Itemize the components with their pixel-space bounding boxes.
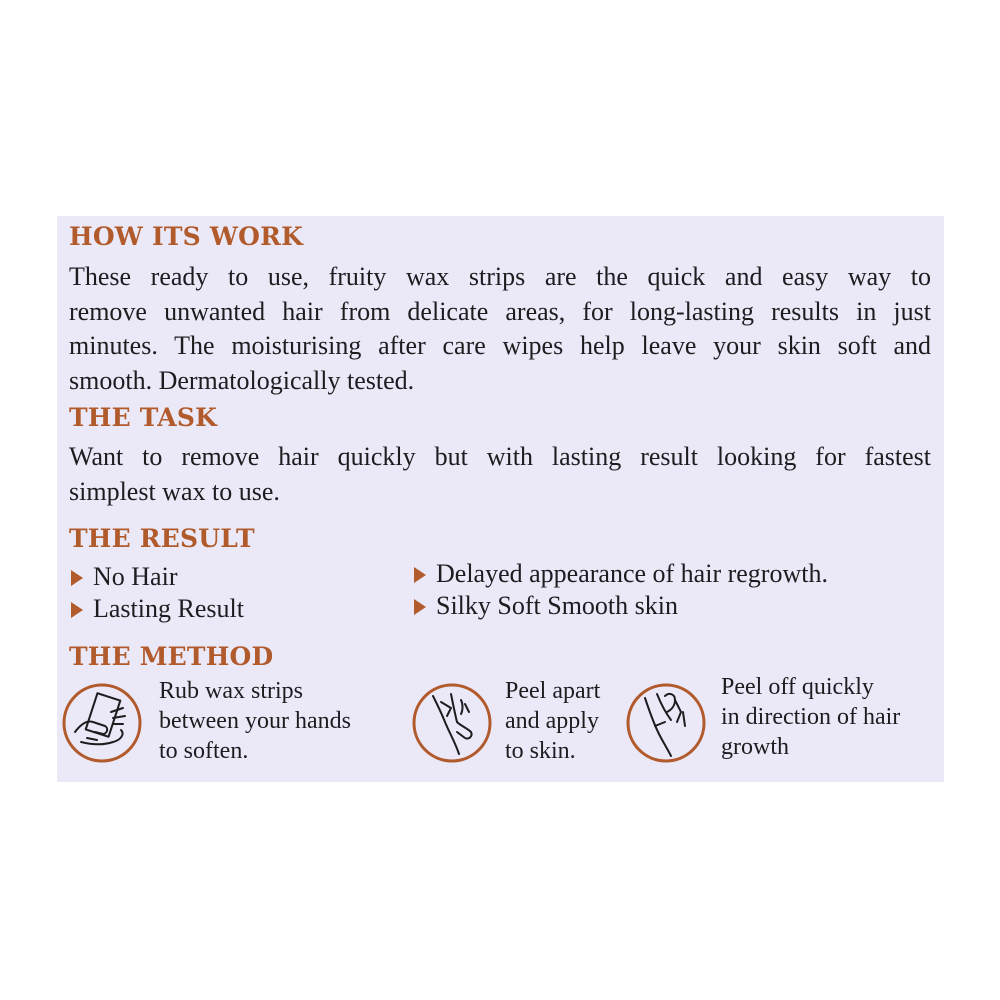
how-it-works-text <box>69 260 931 398</box>
result-item-label: Silky Soft Smooth skin <box>436 591 678 620</box>
method-step-line: Peel apart <box>505 678 601 704</box>
result-item-label: Lasting Result <box>93 594 244 623</box>
triangle-bullet-icon <box>71 602 83 618</box>
result-list-right <box>412 558 828 622</box>
method-heading: THE METHOD <box>69 642 274 671</box>
method-step-text <box>159 676 351 766</box>
peel-strip-icon <box>625 682 707 764</box>
task-line: simplest wax to use. <box>69 476 280 506</box>
method-step-line: and apply <box>505 708 599 734</box>
result-heading: THE RESULT <box>69 524 255 553</box>
task-text <box>69 440 931 509</box>
method-step-line: between your hands <box>159 708 351 734</box>
method-step-line: Peel off quickly <box>721 674 874 700</box>
result-item <box>412 590 828 622</box>
triangle-bullet-icon <box>414 599 426 615</box>
how-it-works-line: minutes. The moisturising after care wipes help leave your skin soft and <box>69 331 931 360</box>
method-step-line: Rub wax strips <box>159 678 303 704</box>
how-it-works-line: remove unwanted hair from delicate areas, for long-lasting results in just <box>69 296 931 326</box>
result-item <box>69 561 244 593</box>
triangle-bullet-icon <box>414 567 426 583</box>
method-step-text <box>721 672 900 762</box>
rub-hands-icon <box>61 682 143 764</box>
method-step-line: growth <box>721 734 789 760</box>
apply-strip-icon <box>411 682 493 764</box>
triangle-bullet-icon <box>71 570 83 586</box>
task-heading: THE TASK <box>69 403 217 432</box>
how-it-works-line: These ready to use, fruity wax strips are the quick and easy way to <box>69 262 931 291</box>
method-step-line: in direction of hair <box>721 704 901 730</box>
how-it-works-line: smooth. Dermatologically tested. <box>69 365 415 395</box>
result-item-label: Delayed appearance of hair regrowth. <box>436 559 828 588</box>
method-step-line: to skin. <box>505 738 576 764</box>
method-step-text <box>505 676 600 766</box>
method-step-line: to soften. <box>159 738 249 764</box>
result-item <box>412 558 828 590</box>
result-item <box>69 593 244 625</box>
instructions-panel <box>57 216 944 782</box>
result-list-left <box>69 561 244 625</box>
how-it-works-heading: HOW ITS WORK <box>69 222 303 251</box>
task-line: Want to remove hair quickly but with lasting result looking for fastest <box>69 442 931 471</box>
result-item-label: No Hair <box>93 562 178 591</box>
